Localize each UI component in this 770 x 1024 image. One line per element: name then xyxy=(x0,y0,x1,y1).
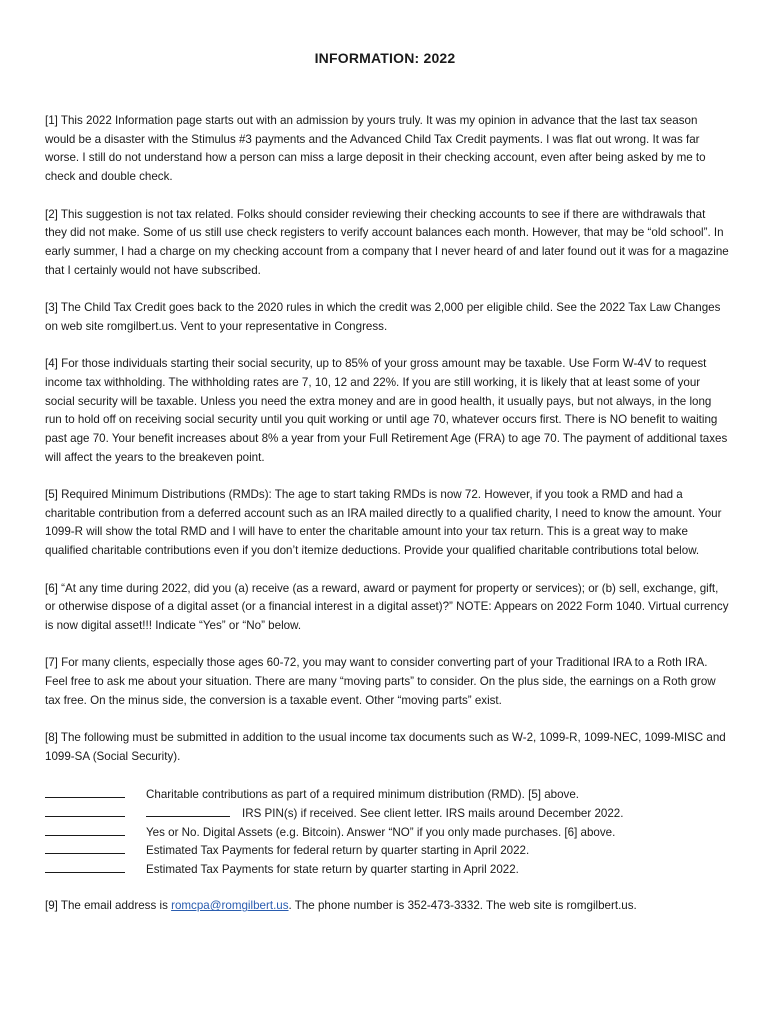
checklist-item-rmd-charitable xyxy=(45,785,730,804)
fill-in-blank[interactable] xyxy=(45,785,125,798)
checklist-item-label: Yes or No. Digital Assets (e.g. Bitcoin). Answer “NO” if you only made purchases. [6] above. xyxy=(146,825,616,839)
fill-in-blank[interactable] xyxy=(45,841,125,854)
fill-in-blank[interactable] xyxy=(45,823,125,836)
paragraph-8: [8] The following must be submitted in addition to the usual income tax documents such as W-2, 1099-R, 1099-NEC, 1099-MISC and 1099-SA (Social Security). xyxy=(45,731,726,763)
email-link[interactable]: romcpa@romgilbert.us xyxy=(171,899,289,913)
irs-pin-blank[interactable] xyxy=(146,804,230,817)
paragraph-9-contact xyxy=(45,897,730,916)
fill-in-blank[interactable] xyxy=(45,804,125,817)
paragraph-4: [4] For those individuals starting their social security, up to 85% of your gross amount may be taxable. Use Form W-4V to request income tax withholding. The withholding rates are 7, 10, 12 and 22%. If you are still working, it is likely that at least some of your social security will be taxable. Unless you need the extra money and are in good health, it usually pays, but not always, in the long run to hold off on receiving social security until you quit working or until age 70, whatever occurs first. There is NO benefit to waiting past age 70. Your benefit increases about 8% a year from your Full Retirement Age (FRA) to age 70. The payment of additional taxes will affect the years to the breakeven point. xyxy=(45,357,728,464)
document-body xyxy=(45,112,730,935)
checklist-item-label: Charitable contributions as part of a required minimum distribution (RMD). [5] above. xyxy=(146,788,580,802)
paragraph-3: [3] The Child Tax Credit goes back to the 2020 rules in which the credit was 2,000 per eligible child. See the 2022 Tax Law Changes on web site romgilbert.us. Vent to your representative in Congress. xyxy=(45,301,721,333)
page-title: INFORMATION: 2022 xyxy=(314,50,456,66)
paragraph-5: [5] Required Minimum Distributions (RMDs): The age to start taking RMDs is now 72. However, if you took a RMD and had a charitable contribution from a deferred account such as an IRA mailed directly to a qualified charity, I need to know the amount. Your 1099-R will show the total RMD and I will have to enter the charitable amount into your tax return. This is a great way to make qualified charitable contributions even if you don’t itemize deductions. Provide your qualified charitable contributions total below. xyxy=(45,488,722,558)
contact-suffix: . The phone number is 352-473-3332. The web site is romgilbert.us. xyxy=(288,899,637,913)
checklist-item-label: Estimated Tax Payments for federal return by quarter starting in April 2022. xyxy=(146,844,530,858)
contact-prefix: [9] The email address is xyxy=(45,899,172,913)
checklist-item-irs-pin xyxy=(45,804,730,823)
checklist-item-digital-assets xyxy=(45,823,730,842)
paragraph-7: [7] For many clients, especially those ages 60-72, you may want to consider converting part of your Traditional IRA to a Roth IRA. Feel free to ask me about your situation. There are many “moving parts” to consider. On the plus side, the earnings on a Roth grow tax free. On the minus side, the conversion is a taxable event. Other “moving parts” exist. xyxy=(45,656,716,707)
checklist-item-state-estimates xyxy=(45,860,730,879)
submission-checklist xyxy=(45,785,730,878)
checklist-item-federal-estimates xyxy=(45,841,730,860)
paragraph-1: [1] This 2022 Information page starts out with an admission by yours truly. It was my opinion in advance that the last tax season would be a disaster with the Stimulus #3 payments and the Advanced Child Tax Credit payments. I was flat out wrong. It was far worse. I still do not understand how a person can miss a large deposit in their checking account, even after being asked by me to check and double check. xyxy=(45,114,706,184)
paragraph-2: [2] This suggestion is not tax related. Folks should consider reviewing their checking accounts to see if there are withdrawals that they did not make. Some of us still use check registers to verify account balances each month. However, that may be “old school”. In early summer, I had a charge on my checking account from a company that I never heard of and later found out it was for a magazine that I certainly would not have subscribed. xyxy=(45,207,729,277)
checklist-item-label: IRS PIN(s) if received. See client letter. IRS mails around December 2022. xyxy=(242,806,624,820)
paragraph-6: [6] “At any time during 2022, did you (a) receive (as a reward, award or payment for property or services); or (b) sell, exchange, gift, or otherwise dispose of a digital asset (or a financial interest in a digital asset)?” NOTE: Appears on 2022 Form 1040. Virtual currency is now digital asset!!! Indicate “Yes” or “No” below. xyxy=(45,581,729,632)
checklist-item-label: Estimated Tax Payments for state return by quarter starting in April 2022. xyxy=(146,862,519,876)
fill-in-blank[interactable] xyxy=(45,860,125,873)
